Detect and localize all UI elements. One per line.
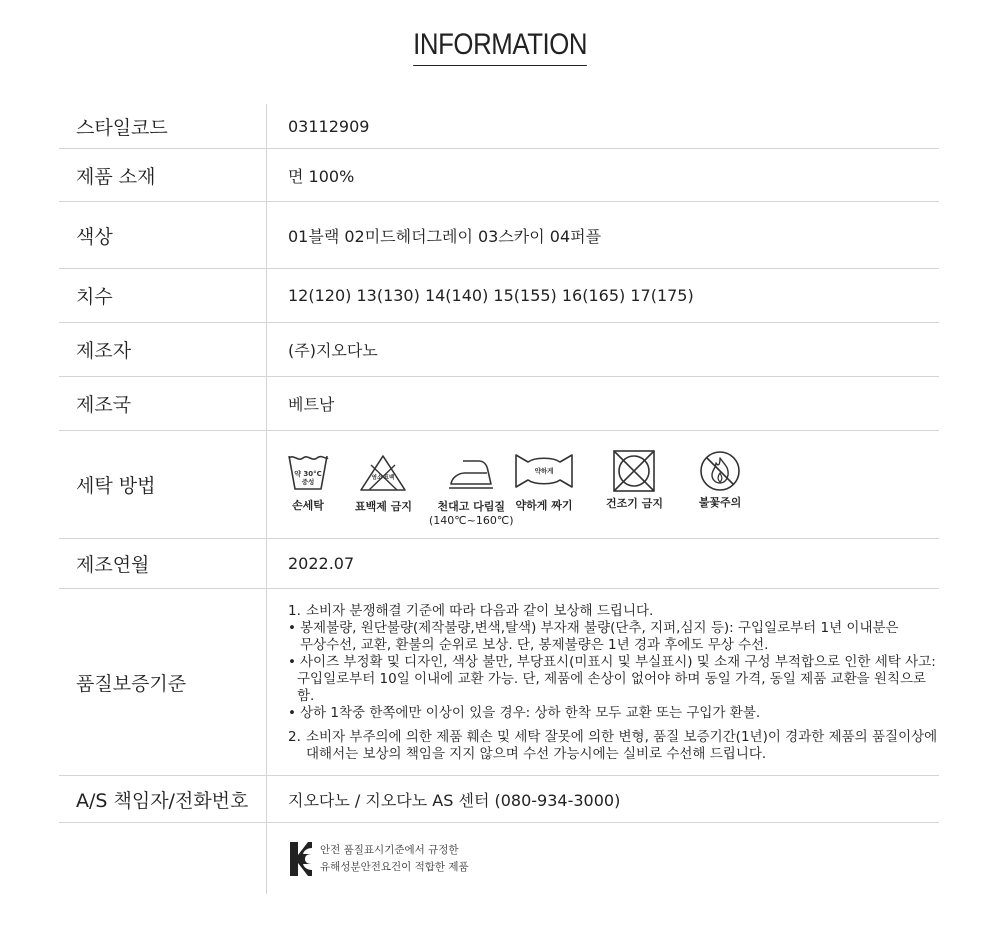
value-date: 2022.07	[288, 554, 355, 573]
gentle-wring-text: 약하게	[534, 467, 554, 475]
quality-bullet-1	[288, 620, 939, 637]
hand-wash-caption: 손세탁	[292, 499, 324, 512]
wash-item-flame-caution	[697, 449, 743, 510]
gentle-wring-icon	[513, 452, 575, 492]
no-tumble-dry-icon	[611, 448, 657, 494]
iron-caption: 천대고 다림질	[437, 500, 506, 513]
label-country: 제조국	[59, 377, 267, 430]
quality-item-1-text: 소비자 분쟁해결 기준에 따라 다음과 같이 보상해 드립니다.	[306, 603, 654, 619]
quality-item-1-num: 1.	[288, 603, 301, 619]
label-color: 색상	[59, 202, 267, 268]
value-country: 베트남	[288, 395, 335, 414]
kc-text-line-2: 유해성분안전요건이 적합한 제품	[320, 860, 469, 873]
value-size: 12(120) 13(130) 14(140) 15(155) 16(165) 17(175)	[288, 286, 694, 305]
value-as: 지오다노 / 지오다노 AS 센터 (080-934-3000)	[288, 790, 621, 810]
no-bleach-text-1: 염소	[372, 475, 383, 481]
bullet-2-line-2: 구입일로부터 10일 이내에 교환 가능. 단, 제품에 손상이 없어야 하며 동일 가격, 동일 제품 교환을 원칙으로 함.	[297, 671, 927, 704]
wash-item-gentle-wring	[513, 452, 575, 513]
no-bleach-caption: 표백제 금지	[355, 500, 412, 513]
label-as: A/S 책임자/전화번호	[59, 776, 267, 822]
bullet-3-line-1: 상하 1착중 한쪽에만 이상이 있을 경우: 상하 한착 모두 교환 또는 구입가 환불.	[300, 705, 761, 721]
wash-item-no-bleach	[355, 453, 412, 514]
hand-wash-temp: 약 30°C	[294, 470, 322, 478]
no-tumble-dry-caption: 건조기 금지	[606, 497, 663, 510]
wash-item-no-tumble-dry	[606, 448, 663, 511]
label-size: 치수	[59, 269, 267, 322]
label-wash: 세탁 방법	[59, 431, 267, 538]
row-style-code	[59, 104, 939, 149]
row-size	[59, 269, 939, 323]
kc-text-line-1: 안전 품질표시기준에서 규정한	[320, 843, 459, 856]
label-quality: 품질보증기준	[59, 589, 267, 775]
value-kc	[267, 823, 939, 894]
row-country	[59, 377, 939, 431]
flame-caution-caption: 불꽃주의	[698, 496, 742, 509]
label-date: 제조연월	[59, 539, 267, 588]
row-kc	[59, 823, 939, 894]
quality-item-2-line-2: 대해서는 보상의 책임을 지지 않으며 수선 가능시에는 실비로 수선해 드립니다.	[306, 746, 767, 762]
value-style-code: 03112909	[288, 116, 370, 136]
value-color: 01블랙 02미드헤더그레이 03스카이 04퍼플	[288, 226, 602, 246]
row-as	[59, 776, 939, 823]
flame-caution-icon	[697, 449, 743, 493]
label-style-code: 스타일코드	[59, 104, 267, 148]
label-kc-empty	[59, 823, 267, 894]
value-maker: (주)지오다노	[288, 341, 378, 360]
iron-cloth-icon	[447, 453, 495, 493]
row-quality	[59, 589, 939, 776]
quality-item-2	[288, 729, 939, 746]
wash-item-iron	[429, 453, 514, 528]
quality-text	[288, 601, 939, 763]
quality-bullet-3	[288, 705, 939, 722]
value-quality	[267, 589, 939, 775]
wash-icons	[267, 431, 939, 538]
quality-item-2-num: 2.	[288, 729, 301, 745]
row-material	[59, 149, 939, 202]
bullet-1-dot: •	[288, 620, 296, 636]
bullet-3-dot: •	[288, 705, 296, 721]
wash-item-hand-wash	[286, 452, 330, 513]
kc-text	[320, 842, 469, 876]
value-material: 면 100%	[288, 166, 355, 186]
info-table	[59, 104, 939, 894]
quality-bullet-2	[288, 654, 939, 671]
page-title	[0, 28, 1000, 66]
row-maker	[59, 323, 939, 377]
quality-item-1	[288, 603, 939, 620]
row-color	[59, 202, 939, 269]
value-wash	[267, 431, 939, 538]
hand-wash-icon	[286, 452, 330, 492]
label-material: 제품 소재	[59, 149, 267, 201]
bullet-1-line-2: 무상수선, 교환, 환불의 순위로 보상. 단, 봉제불량은 1년 경과 후에도 무상 수선.	[300, 637, 769, 653]
row-wash	[59, 431, 939, 539]
no-bleach-text-2: 표백	[384, 475, 395, 481]
quality-item-2-line-1: 소비자 부주의에 의한 제품 훼손 및 세탁 잘못에 의한 변형, 품질 보증기간(1년)이 경과한 제품의 품질이상에	[306, 729, 938, 745]
hand-wash-detergent: 중성	[301, 478, 315, 486]
row-date	[59, 539, 939, 589]
bullet-2-dot: •	[288, 654, 296, 670]
label-maker: 제조자	[59, 323, 267, 376]
bullet-1-line-1: 봉제불량, 원단불량(제작불량,변색,탈색) 부자재 불량(단추, 지퍼,심지 등): 구입일로부터 1년 이내분은	[300, 620, 899, 636]
bullet-2-line-1: 사이즈 부정확 및 디자인, 색상 불만, 부당표시(미표시 및 부실표시) 및 소재 구성 부적합으로 인한 세탁 사고:	[300, 654, 936, 670]
kc-mark-icon	[288, 840, 314, 878]
no-bleach-icon	[358, 453, 408, 493]
page-title-text: INFORMATION	[413, 28, 587, 66]
iron-temp-caption: (140℃~160℃)	[429, 514, 514, 527]
gentle-wring-caption: 약하게 짜기	[515, 499, 573, 512]
